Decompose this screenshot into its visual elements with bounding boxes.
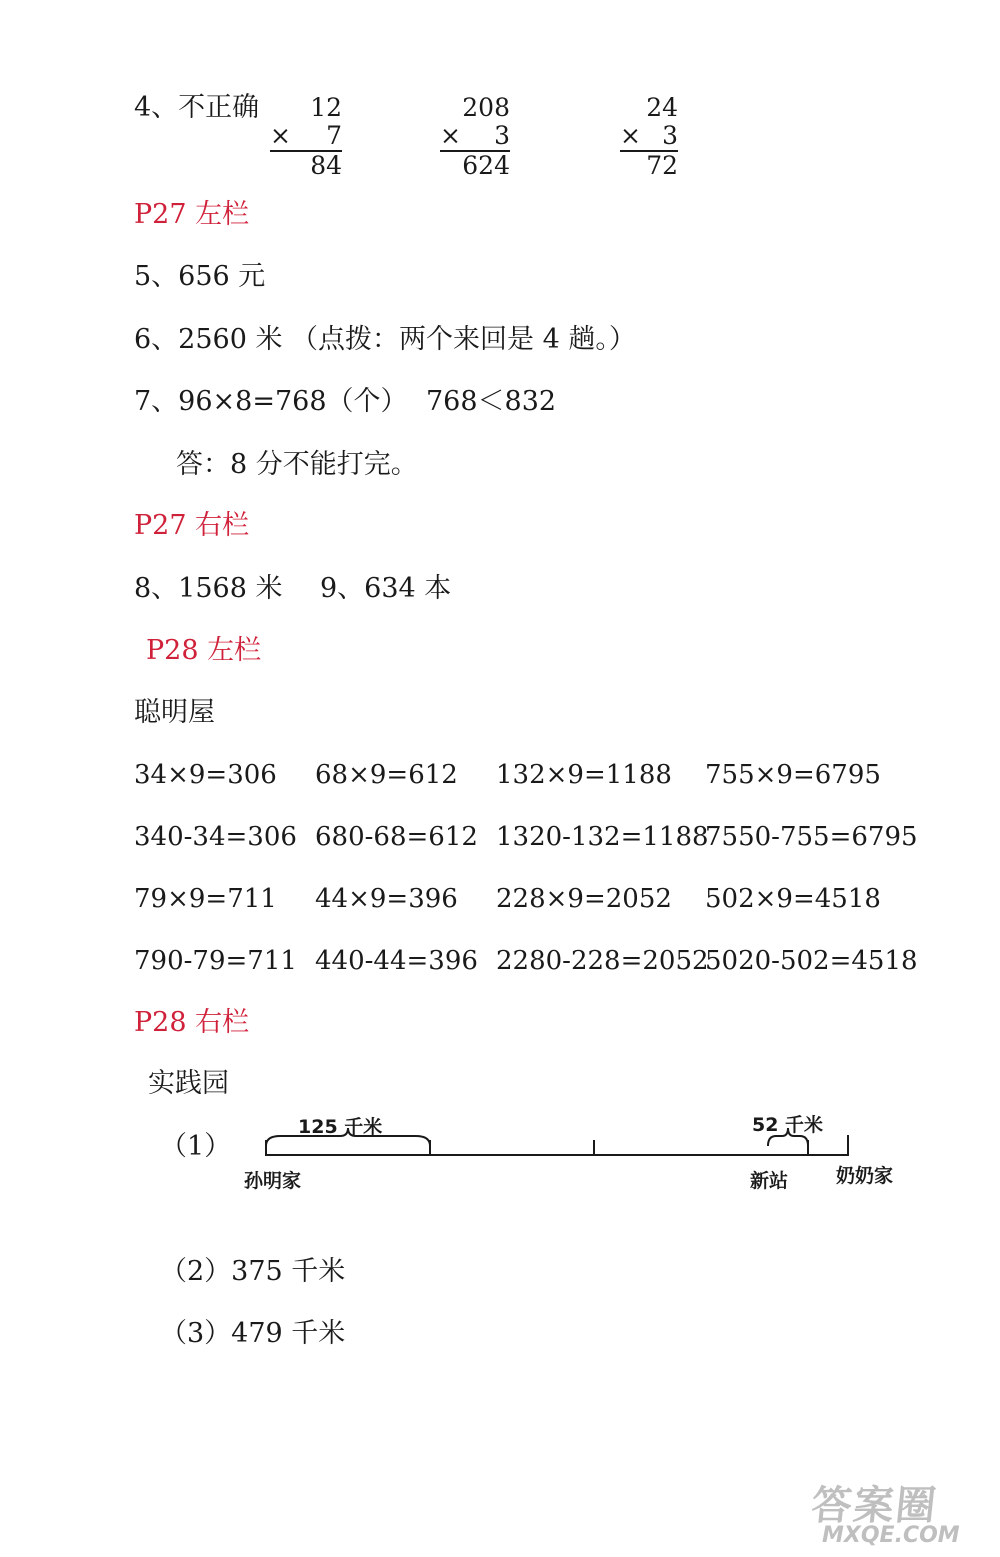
grid-cell: 755×9=6795	[705, 760, 881, 790]
practice-part3: （3）479 千米	[160, 1318, 346, 1349]
calc-3-multiplier: 3	[662, 121, 678, 150]
grid-cell: 34×9=306	[134, 760, 277, 790]
answer-q5: 5、656 元	[134, 261, 266, 292]
section-heading-p27-left: P27 左栏	[134, 199, 250, 230]
calc-2-multiplicand: 208	[462, 93, 510, 122]
right-distance-label: 52 千米	[752, 1114, 824, 1136]
calc-3-multiplicand: 24	[646, 93, 678, 122]
answer-q7-equation: 7、96×8=768（个）	[134, 386, 408, 417]
smart-house-title: 聪明屋	[134, 697, 215, 728]
q4-label: 4、不正确	[134, 92, 260, 123]
end-point-label: 奶奶家	[836, 1165, 894, 1187]
grid-cell: 44×9=396	[315, 884, 458, 914]
practice-title: 实践园	[148, 1068, 229, 1099]
calc-3-result: 72	[646, 151, 678, 180]
grid-cell: 228×9=2052	[496, 884, 672, 914]
calc-2-result: 624	[462, 151, 510, 180]
grid-cell: 7550-755=6795	[705, 822, 918, 852]
answer-q6: 6、2560 米 （点拨：两个来回是 4 趟。）	[134, 324, 636, 355]
watermark-logo: 答案圈	[809, 1483, 941, 1529]
section-heading-p28-left: P28 左栏	[146, 635, 262, 666]
grid-cell: 340-34=306	[134, 822, 297, 852]
vertical-calc-1	[270, 94, 342, 180]
grid-cell: 790-79=711	[134, 946, 297, 976]
answer-q7-conclusion: 答：8 分不能打完。	[176, 449, 418, 480]
grid-cell: 79×9=711	[134, 884, 277, 914]
practice-part1-label: （1）	[160, 1131, 232, 1162]
calc-1-result: 84	[310, 151, 342, 180]
grid-cell: 502×9=4518	[705, 884, 881, 914]
start-point-label: 孙明家	[244, 1170, 302, 1192]
calc-1-operator: ×	[270, 121, 291, 150]
practice-part2: （2）375 千米	[160, 1256, 346, 1287]
calc-1-multiplier: 7	[326, 121, 342, 150]
answer-q8: 8、1568 米	[134, 573, 283, 604]
section-heading-p27-right: P27 右栏	[134, 510, 250, 541]
grid-cell: 2280-228=2052	[496, 946, 709, 976]
section-heading-p28-right: P28 右栏	[134, 1007, 250, 1038]
grid-cell: 132×9=1188	[496, 760, 672, 790]
watermark-url: MXQE.COM	[822, 1523, 960, 1548]
calc-3-operator: ×	[620, 121, 641, 150]
calc-1-multiplicand: 12	[310, 93, 342, 122]
grid-cell: 1320-132=1188	[496, 822, 709, 852]
answer-q9: 9、634 本	[320, 573, 452, 604]
grid-cell: 440-44=396	[315, 946, 478, 976]
answer-q7-comparison: 768＜832	[426, 386, 557, 417]
grid-cell: 5020-502=4518	[705, 946, 918, 976]
calc-2-operator: ×	[440, 121, 461, 150]
calc-2-multiplier: 3	[494, 121, 510, 150]
station-label: 新站	[750, 1170, 789, 1192]
left-distance-label: 125 千米	[298, 1116, 383, 1138]
grid-cell: 68×9=612	[315, 760, 458, 790]
vertical-calc-3	[620, 94, 678, 180]
vertical-calc-2	[440, 94, 510, 180]
grid-cell: 680-68=612	[315, 822, 478, 852]
